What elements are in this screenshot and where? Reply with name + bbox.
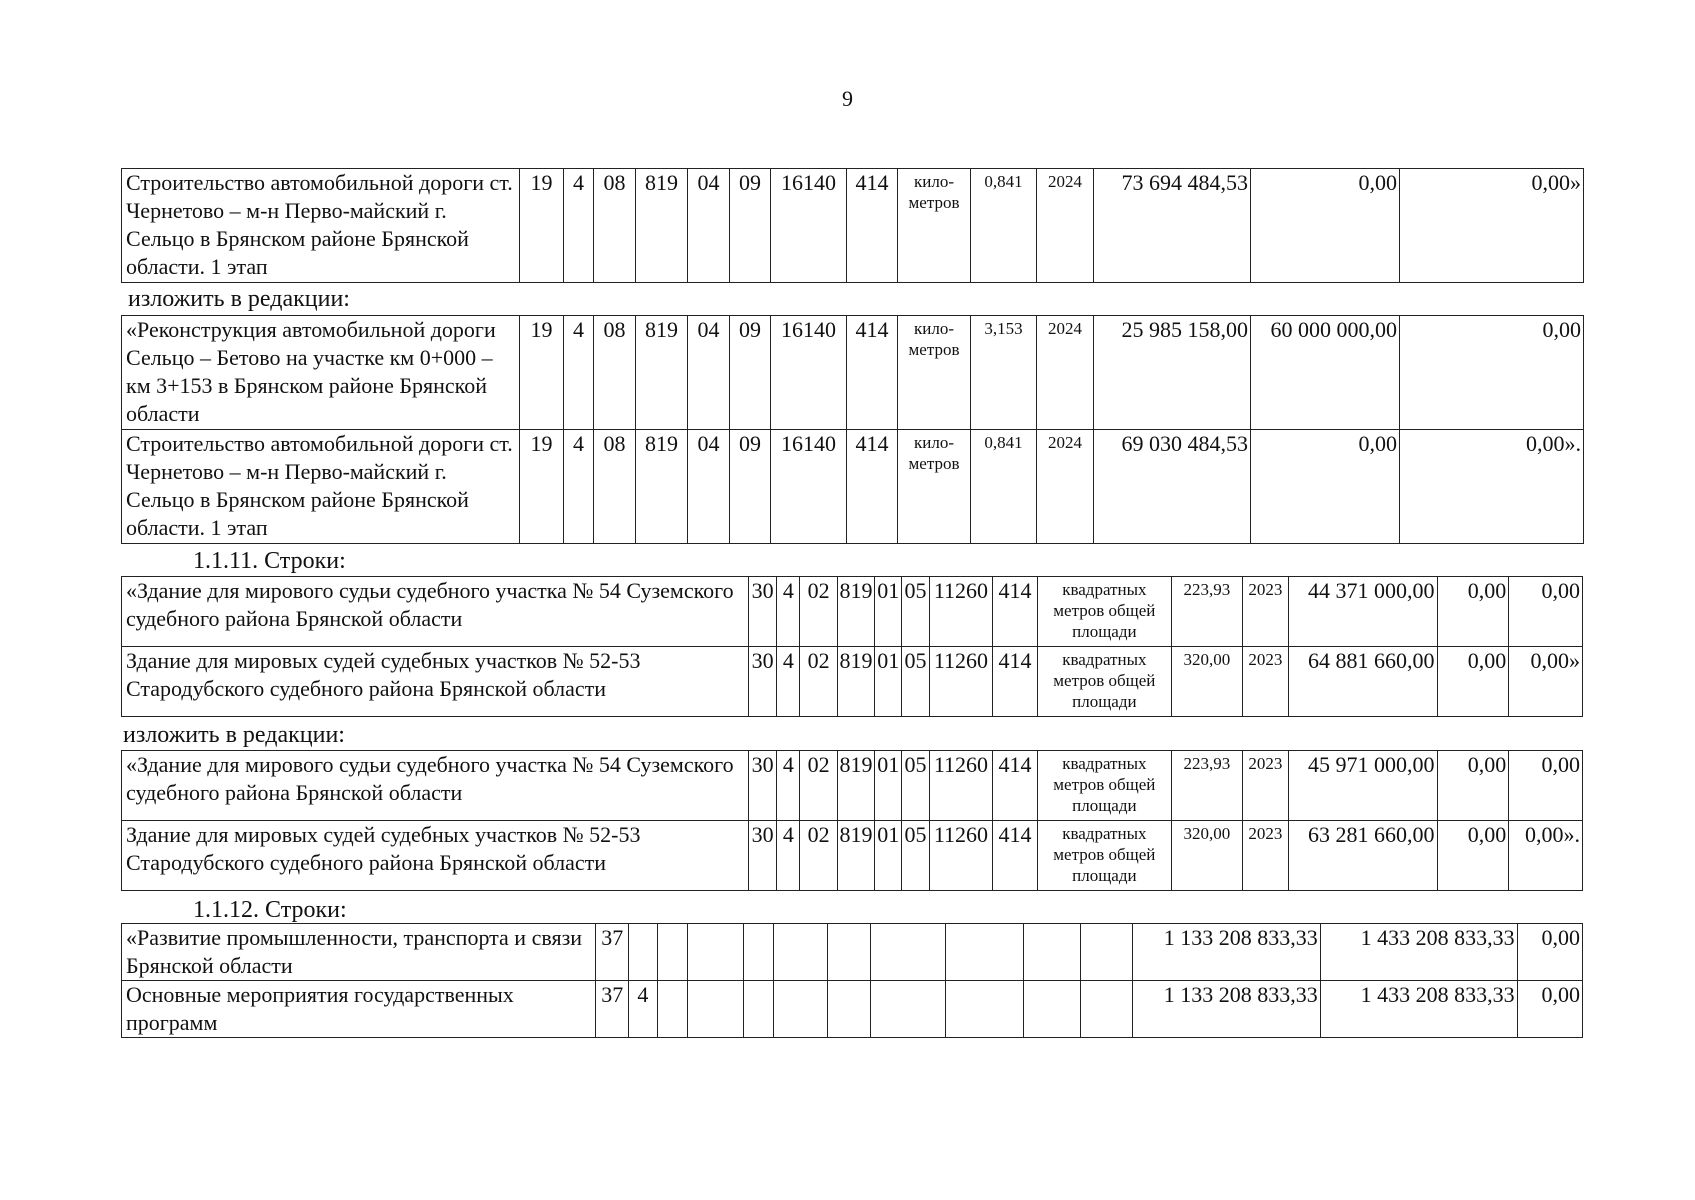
- code-cell: 414: [993, 821, 1037, 891]
- code-cell: 30: [749, 821, 777, 891]
- year-cell: 2024: [1037, 316, 1094, 430]
- row-name: Строительство автомобильной дороги ст. Чернетово – м-н Перво-майский г. Сельцо в Брянском районе Брянской области. 1 этап: [122, 430, 520, 544]
- code-cell: 05: [902, 821, 929, 891]
- amount-cell: 0,00: [1251, 169, 1400, 283]
- code-cell: 819: [837, 647, 874, 717]
- code-cell: 01: [875, 577, 902, 647]
- code-cell: 19: [520, 316, 564, 430]
- amount-cell: 1 433 208 833,33: [1320, 924, 1517, 981]
- year-cell: 2023: [1242, 577, 1288, 647]
- row-name: «Здание для мирового судьи судебного участка № 54 Суземского судебного района Брянской области: [122, 751, 749, 821]
- table-row: [122, 647, 1583, 717]
- empty-cell: [1080, 981, 1132, 1038]
- table-revised-court: [121, 750, 1583, 891]
- code-cell: 09: [730, 316, 771, 430]
- amount-cell: 25 985 158,00: [1094, 316, 1251, 430]
- code-cell: 819: [837, 751, 874, 821]
- amount-cell: 0,00: [1437, 577, 1509, 647]
- code-cell: 819: [837, 821, 874, 891]
- code-cell: 09: [730, 169, 771, 283]
- row-name: Здание для мировых судей судебных участков № 52-53 Стародубского судебного района Брянской области: [122, 821, 749, 891]
- amount-cell: 69 030 484,53: [1094, 430, 1251, 544]
- code-cell: 08: [594, 316, 636, 430]
- code-cell: 4: [777, 821, 800, 891]
- quantity-cell: 223,93: [1171, 751, 1242, 821]
- code-cell: 16140: [771, 430, 847, 544]
- year-cell: 2023: [1242, 821, 1288, 891]
- code-cell: 30: [749, 577, 777, 647]
- row-name: «Развитие промышленности, транспорта и связи Брянской области: [122, 924, 596, 981]
- code-cell: 19: [520, 430, 564, 544]
- year-cell: 2023: [1242, 751, 1288, 821]
- quantity-cell: 3,153: [971, 316, 1037, 430]
- section-heading: 1.1.12. Строки:: [193, 897, 347, 923]
- year-cell: 2024: [1037, 430, 1094, 544]
- table-row: [122, 821, 1583, 891]
- amount-cell: 60 000 000,00: [1251, 316, 1400, 430]
- table-original-court: [121, 576, 1583, 717]
- code-cell: 37: [596, 924, 629, 981]
- amount-cell: 0,00: [1437, 751, 1509, 821]
- code-cell: 4: [564, 169, 594, 283]
- amount-cell: 44 371 000,00: [1289, 577, 1437, 647]
- code-cell: 4: [777, 647, 800, 717]
- empty-cell: [1080, 924, 1132, 981]
- code-cell: 11260: [929, 577, 993, 647]
- code-cell: 01: [875, 751, 902, 821]
- code-cell: 08: [594, 169, 636, 283]
- code-cell: 819: [837, 577, 874, 647]
- empty-cell: [657, 924, 688, 981]
- code-cell: 4: [629, 981, 658, 1038]
- code-cell: 414: [847, 169, 898, 283]
- code-cell: 02: [800, 821, 837, 891]
- code-cell: 4: [777, 577, 800, 647]
- quantity-cell: 320,00: [1171, 647, 1242, 717]
- amount-cell: 1 133 208 833,33: [1132, 924, 1320, 981]
- amount-cell: 0,00: [1400, 316, 1584, 430]
- year-cell: 2023: [1242, 647, 1288, 717]
- code-cell: 04: [688, 169, 730, 283]
- row-name: «Здание для мирового судьи судебного участка № 54 Суземского судебного района Брянской области: [122, 577, 749, 647]
- row-name: «Реконструкция автомобильной дороги Сельцо – Бетово на участке км 0+000 – км 3+153 в Брянском районе Брянской области: [122, 316, 520, 430]
- table-row: [122, 751, 1583, 821]
- empty-cell: [827, 924, 870, 981]
- empty-cell: [657, 981, 688, 1038]
- amount-cell: 0,00: [1437, 821, 1509, 891]
- code-cell: 08: [594, 430, 636, 544]
- empty-cell: [946, 981, 1024, 1038]
- amount-cell: 0,00: [1517, 924, 1582, 981]
- code-cell: 11260: [929, 647, 993, 717]
- code-cell: 05: [902, 647, 929, 717]
- code-cell: 4: [777, 751, 800, 821]
- code-cell: 16140: [771, 169, 847, 283]
- quantity-cell: 0,841: [971, 430, 1037, 544]
- table-row: [122, 981, 1583, 1038]
- code-cell: 05: [902, 751, 929, 821]
- row-name: Основные мероприятия государственных программ: [122, 981, 596, 1038]
- code-cell: 819: [636, 316, 688, 430]
- empty-cell: [1023, 924, 1080, 981]
- empty-cell: [773, 924, 827, 981]
- unit-cell: кило-метров: [898, 169, 971, 283]
- unit-cell: кило-метров: [898, 430, 971, 544]
- code-cell: 02: [800, 751, 837, 821]
- empty-cell: [870, 981, 945, 1038]
- amount-cell: 45 971 000,00: [1289, 751, 1437, 821]
- amount-cell: 63 281 660,00: [1289, 821, 1437, 891]
- table-revised-road: [121, 315, 1584, 544]
- code-cell: 11260: [929, 751, 993, 821]
- table-row: [122, 169, 1584, 283]
- code-cell: 02: [800, 647, 837, 717]
- code-cell: 414: [847, 430, 898, 544]
- amount-cell: 0,00: [1509, 751, 1583, 821]
- amount-cell: 0,00»: [1400, 169, 1584, 283]
- code-cell: 04: [688, 316, 730, 430]
- code-cell: 16140: [771, 316, 847, 430]
- unit-cell: квадратных метров общей площади: [1037, 821, 1171, 891]
- unit-cell: квадратных метров общей площади: [1037, 647, 1171, 717]
- empty-cell: [870, 924, 945, 981]
- section-heading: 1.1.11. Строки:: [193, 548, 346, 574]
- quantity-cell: 320,00: [1171, 821, 1242, 891]
- code-cell: [629, 924, 658, 981]
- empty-cell: [744, 981, 774, 1038]
- code-cell: 37: [596, 981, 629, 1038]
- code-cell: 11260: [929, 821, 993, 891]
- row-name: Строительство автомобильной дороги ст. Чернетово – м-н Перво-майский г. Сельцо в Брянском районе Брянской области. 1 этап: [122, 169, 520, 283]
- code-cell: 414: [993, 577, 1037, 647]
- code-cell: 02: [800, 577, 837, 647]
- section-heading: изложить в редакции:: [123, 722, 345, 748]
- unit-cell: квадратных метров общей площади: [1037, 751, 1171, 821]
- table-original-road: [121, 168, 1584, 283]
- amount-cell: 0,00: [1251, 430, 1400, 544]
- year-cell: 2024: [1037, 169, 1094, 283]
- amount-cell: 0,00: [1517, 981, 1582, 1038]
- code-cell: 09: [730, 430, 771, 544]
- amount-cell: 0,00».: [1509, 821, 1583, 891]
- code-cell: 04: [688, 430, 730, 544]
- code-cell: 4: [564, 430, 594, 544]
- quantity-cell: 0,841: [971, 169, 1037, 283]
- empty-cell: [688, 924, 744, 981]
- amount-cell: 0,00»: [1509, 647, 1583, 717]
- amount-cell: 73 694 484,53: [1094, 169, 1251, 283]
- code-cell: 30: [749, 751, 777, 821]
- empty-cell: [827, 981, 870, 1038]
- code-cell: 30: [749, 647, 777, 717]
- code-cell: 819: [636, 169, 688, 283]
- empty-cell: [773, 981, 827, 1038]
- amount-cell: 64 881 660,00: [1289, 647, 1437, 717]
- empty-cell: [946, 924, 1024, 981]
- empty-cell: [688, 981, 744, 1038]
- code-cell: 01: [875, 647, 902, 717]
- table-row: [122, 430, 1584, 544]
- code-cell: 4: [564, 316, 594, 430]
- amount-cell: 0,00: [1437, 647, 1509, 717]
- empty-cell: [744, 924, 774, 981]
- amount-cell: 1 433 208 833,33: [1320, 981, 1517, 1038]
- code-cell: 819: [636, 430, 688, 544]
- amount-cell: 0,00: [1509, 577, 1583, 647]
- table-row: [122, 924, 1583, 981]
- row-name: Здание для мировых судей судебных участков № 52-53 Стародубского судебного района Брянской области: [122, 647, 749, 717]
- empty-cell: [1023, 981, 1080, 1038]
- table-row: [122, 577, 1583, 647]
- code-cell: 414: [847, 316, 898, 430]
- quantity-cell: 223,93: [1171, 577, 1242, 647]
- code-cell: 414: [993, 647, 1037, 717]
- unit-cell: кило-метров: [898, 316, 971, 430]
- table-row: [122, 316, 1584, 430]
- unit-cell: квадратных метров общей площади: [1037, 577, 1171, 647]
- section-heading: изложить в редакции:: [128, 286, 350, 312]
- code-cell: 414: [993, 751, 1037, 821]
- page-number: 9: [842, 86, 853, 111]
- code-cell: 19: [520, 169, 564, 283]
- amount-cell: 1 133 208 833,33: [1132, 981, 1320, 1038]
- code-cell: 05: [902, 577, 929, 647]
- amount-cell: 0,00».: [1400, 430, 1584, 544]
- code-cell: 01: [875, 821, 902, 891]
- table-program-totals: [121, 923, 1583, 1038]
